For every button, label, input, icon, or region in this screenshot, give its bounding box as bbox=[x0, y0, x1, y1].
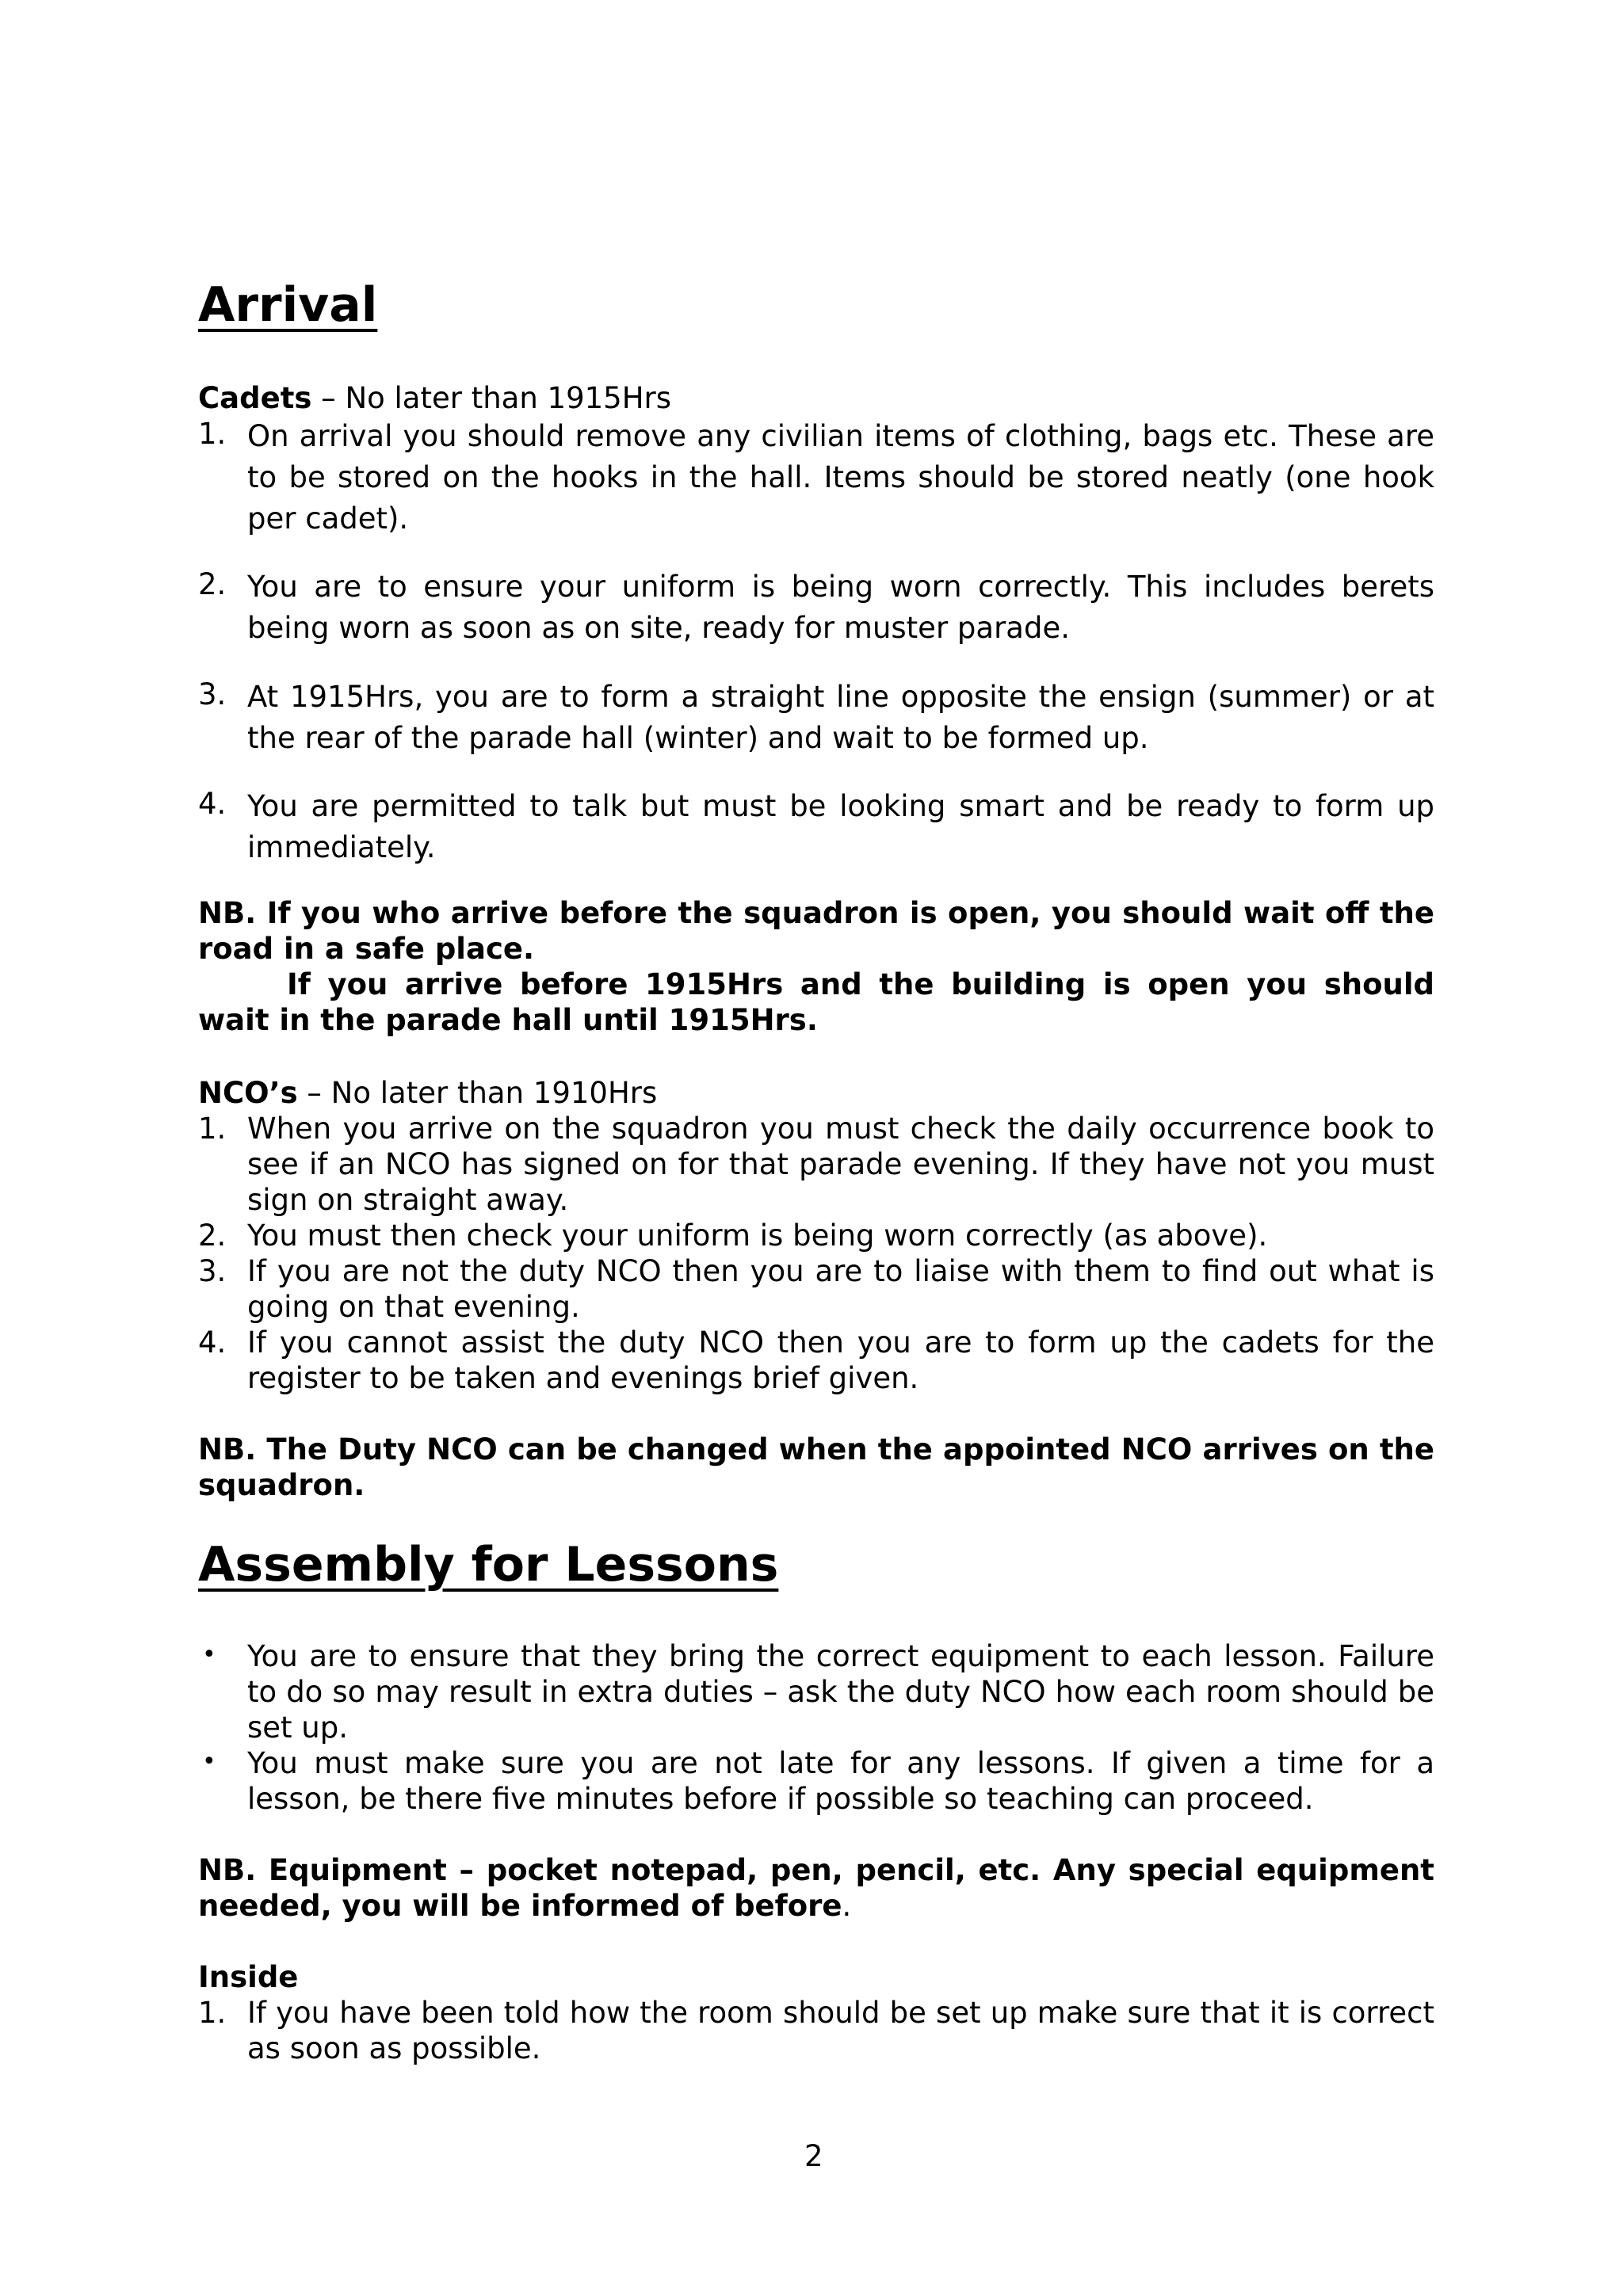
bullet-icon: • bbox=[202, 1641, 216, 1669]
bullet-item bbox=[198, 1745, 1434, 1817]
item-number: 3. bbox=[198, 677, 227, 711]
item-number: 4. bbox=[198, 1325, 227, 1360]
assembly-heading: Assembly for Lessons bbox=[198, 1537, 779, 1592]
list-item bbox=[198, 677, 1434, 759]
nb-line: If you arrive before 1915Hrs and the building is open you should wait in the parade hall until 1915Hrs. bbox=[198, 967, 1434, 1037]
item-text: If you cannot assist the duty NCO then you are to form up the cadets for the register to be taken and evenings brief given. bbox=[247, 1325, 1434, 1395]
item-number: 2. bbox=[198, 567, 227, 601]
bullet-item bbox=[198, 1638, 1434, 1745]
list-item bbox=[198, 1111, 1434, 1218]
list-item bbox=[198, 1995, 1434, 2066]
item-text: If you have been told how the room should be set up make sure that it is correct as soon as possible. bbox=[247, 1996, 1434, 2065]
list-item bbox=[198, 1325, 1434, 1396]
nb-text: NB. Equipment – pocket notepad, pen, pencil, etc. Any special equipment needed, you will be informed of before. bbox=[198, 1853, 1434, 1923]
nco-subheading bbox=[198, 1075, 657, 1111]
list-item bbox=[198, 566, 1434, 649]
item-number: 2. bbox=[198, 1219, 227, 1253]
nco-label: NCO’s bbox=[198, 1076, 298, 1110]
item-text: You are to ensure that they bring the correct equipment to each lesson. Failure to do so may result in extra duties – ask the duty NCO how each room should be set up. bbox=[247, 1639, 1434, 1745]
nb-line: NB. If you who arrive before the squadron is open, you should wait off the road in a safe place. bbox=[198, 896, 1434, 966]
item-number: 1. bbox=[198, 1112, 227, 1146]
item-text: When you arrive on the squadron you must check the daily occurrence book to see if an NCO has signed on for that parade evening. If they have not you must sign on straight away. bbox=[247, 1112, 1434, 1217]
item-number: 3. bbox=[198, 1254, 227, 1288]
inside-subheading bbox=[198, 1959, 298, 1995]
list-item bbox=[198, 1218, 1434, 1253]
item-text: At 1915Hrs, you are to form a straight line opposite the ensign (summer) or at the rear of the parade hall (winter) and wait to be formed up. bbox=[247, 680, 1434, 755]
item-number: 4. bbox=[198, 787, 227, 821]
cadets-label: Cadets bbox=[198, 381, 312, 415]
item-text: You are permitted to talk but must be looking smart and be ready to form up immediately. bbox=[247, 789, 1434, 864]
arrival-heading: Arrival bbox=[198, 277, 378, 333]
inside-label: Inside bbox=[198, 1960, 299, 1994]
cadets-time: – No later than 1915Hrs bbox=[311, 381, 672, 415]
item-text: You must make sure you are not late for any lessons. If given a time for a lesson, be there five minutes before if possible so teaching can proceed. bbox=[247, 1746, 1434, 1816]
nb-note-early-arrival bbox=[198, 895, 1434, 1038]
nco-time: – No later than 1910Hrs bbox=[297, 1076, 658, 1110]
item-text: You must then check your uniform is being worn correctly (as above). bbox=[247, 1219, 1268, 1253]
page-number: 2 bbox=[804, 2139, 823, 2173]
nb-text: NB. The Duty NCO can be changed when the appointed NCO arrives on the squadron. bbox=[198, 1432, 1434, 1502]
cadets-subheading bbox=[198, 380, 671, 416]
item-text: On arrival you should remove any civilian items of clothing, bags etc. These are to be stored on the hooks in the hall. Items should be stored neatly (one hook per cadet). bbox=[247, 419, 1434, 536]
item-number: 1. bbox=[198, 1996, 227, 2030]
list-item bbox=[198, 1253, 1434, 1325]
list-item bbox=[198, 416, 1434, 540]
list-item bbox=[198, 786, 1434, 868]
item-number: 1. bbox=[198, 417, 227, 451]
item-text: You are to ensure your uniform is being worn correctly. This includes berets being worn as soon as on site, ready for muster parade. bbox=[247, 570, 1434, 645]
item-text: If you are not the duty NCO then you are to liaise with them to find out what is going on that evening. bbox=[247, 1254, 1434, 1324]
bullet-icon: • bbox=[202, 1748, 216, 1775]
nb-note-equipment bbox=[198, 1852, 1434, 1924]
nb-note-duty-nco bbox=[198, 1432, 1434, 1503]
